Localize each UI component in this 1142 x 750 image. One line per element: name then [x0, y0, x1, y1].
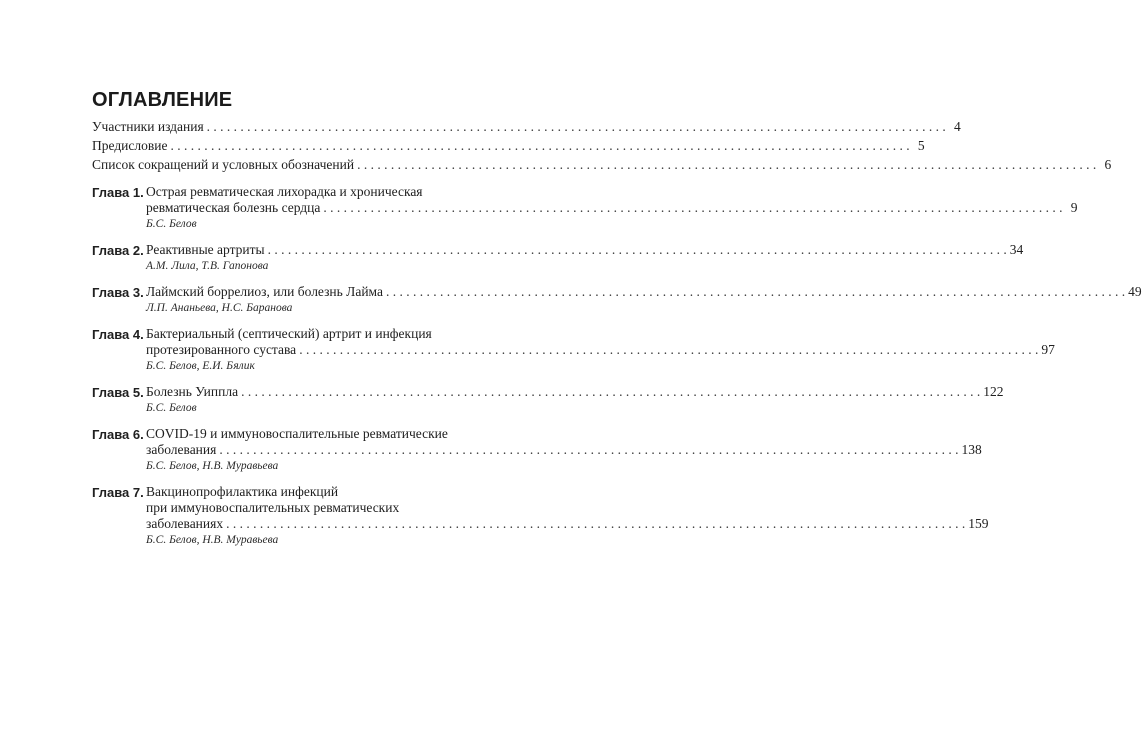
entry-title: Участники издания — [92, 119, 204, 134]
dot-leader — [170, 136, 909, 155]
chapter-title-row[interactable] — [146, 384, 1003, 400]
chapter-body — [146, 425, 982, 474]
entry-title: Реактивные артриты — [146, 242, 265, 257]
chapter-authors: Б.С. Белов, Н.В. Муравьева — [146, 460, 279, 472]
dot-leader — [323, 200, 1062, 216]
chapter-label: Глава 7. — [92, 485, 144, 500]
chapter-label: Глава 2. — [92, 243, 144, 258]
chapter-title-row[interactable] — [146, 284, 1142, 300]
entry-title: Лаймский боррелиоз, или болезнь Лайма — [146, 284, 383, 299]
page-number: 97 — [1041, 342, 1055, 357]
entry-title: ревматическая болезнь сердца — [146, 200, 321, 215]
chapter-entry[interactable] — [92, 425, 982, 474]
chapter-title-line: Острая ревматическая лихорадка и хроническая — [146, 184, 423, 199]
chapter-body — [146, 383, 1003, 416]
entry-title: протезированного сустава — [146, 342, 297, 357]
page-number: 34 — [1009, 242, 1024, 257]
dot-leader — [226, 516, 965, 532]
chapter-title-row[interactable] — [146, 242, 1023, 258]
dot-leader — [241, 384, 980, 400]
chapter-label: Глава 3. — [92, 285, 144, 300]
toc-entry[interactable] — [92, 155, 1112, 174]
chapter-body — [146, 283, 1142, 316]
entry-title: заболевания — [146, 442, 217, 457]
chapter-authors: Л.П. Ананьева, Н.С. Баранова — [146, 302, 293, 314]
chapter-title-row[interactable] — [146, 342, 1055, 358]
chapter-body — [146, 241, 1023, 274]
page-number: 138 — [961, 442, 982, 457]
entry-title: заболеваниях — [146, 516, 224, 531]
page-title: ОГЛАВЛЕНИЕ — [92, 89, 233, 111]
chapter-authors: А.М. Лила, Т.В. Гапонова — [146, 260, 269, 272]
page-number: 49 — [1128, 284, 1142, 299]
chapter-label: Глава 1. — [92, 185, 144, 200]
page-number: 4 — [954, 119, 961, 134]
table-of-contents — [92, 117, 1142, 548]
chapter-title-line: при иммуновоспалительных ревматических — [146, 500, 400, 515]
chapter-label: Глава 5. — [92, 385, 144, 400]
chapter-authors: Б.С. Белов, Н.В. Муравьева — [146, 534, 279, 546]
page-number: 122 — [983, 384, 1004, 399]
chapter-entry[interactable] — [92, 383, 1004, 416]
chapter-body — [146, 483, 988, 548]
page-number: 9 — [1070, 200, 1078, 215]
dot-leader — [357, 155, 1096, 174]
dot-leader — [219, 442, 958, 458]
chapter-title-line: Бактериальный (септический) артрит и инфекция — [146, 326, 432, 341]
chapter-authors: Б.С. Белов — [146, 402, 197, 414]
chapter-authors: Б.С. Белов, Е.И. Бялик — [146, 360, 255, 372]
chapter-title-line: COVID-19 и иммуновоспалительные ревматические — [146, 426, 448, 441]
chapter-entry[interactable] — [92, 483, 989, 548]
chapter-body — [146, 325, 1055, 374]
page-number: 6 — [1104, 157, 1112, 172]
entry-title: Предисловие — [92, 138, 168, 153]
chapter-entry[interactable] — [92, 183, 1078, 232]
chapter-entry[interactable] — [92, 325, 1055, 374]
chapter-label: Глава 6. — [92, 427, 144, 442]
chapter-entry[interactable] — [92, 283, 1142, 316]
chapter-title-row[interactable] — [146, 200, 1078, 216]
chapter-label: Глава 4. — [92, 327, 144, 342]
dot-leader — [299, 342, 1038, 358]
dot-leader — [207, 117, 946, 136]
dot-leader — [268, 242, 1007, 258]
chapter-title-line: Вакцинопрофилактика инфекций — [146, 484, 339, 499]
chapter-body — [146, 183, 1078, 232]
dot-leader — [386, 284, 1125, 300]
chapter-authors: Б.С. Белов — [146, 218, 197, 230]
entry-title: Список сокращений и условных обозначений — [92, 157, 355, 172]
toc-entry[interactable] — [92, 117, 961, 136]
entry-title: Болезнь Уиппла — [146, 384, 239, 399]
toc-entry[interactable] — [92, 136, 925, 155]
chapter-title-row[interactable] — [146, 516, 988, 532]
chapter-title-row[interactable] — [146, 442, 982, 458]
page-number: 159 — [968, 516, 989, 531]
page-number: 5 — [917, 138, 925, 153]
chapter-entry[interactable] — [92, 241, 1024, 274]
